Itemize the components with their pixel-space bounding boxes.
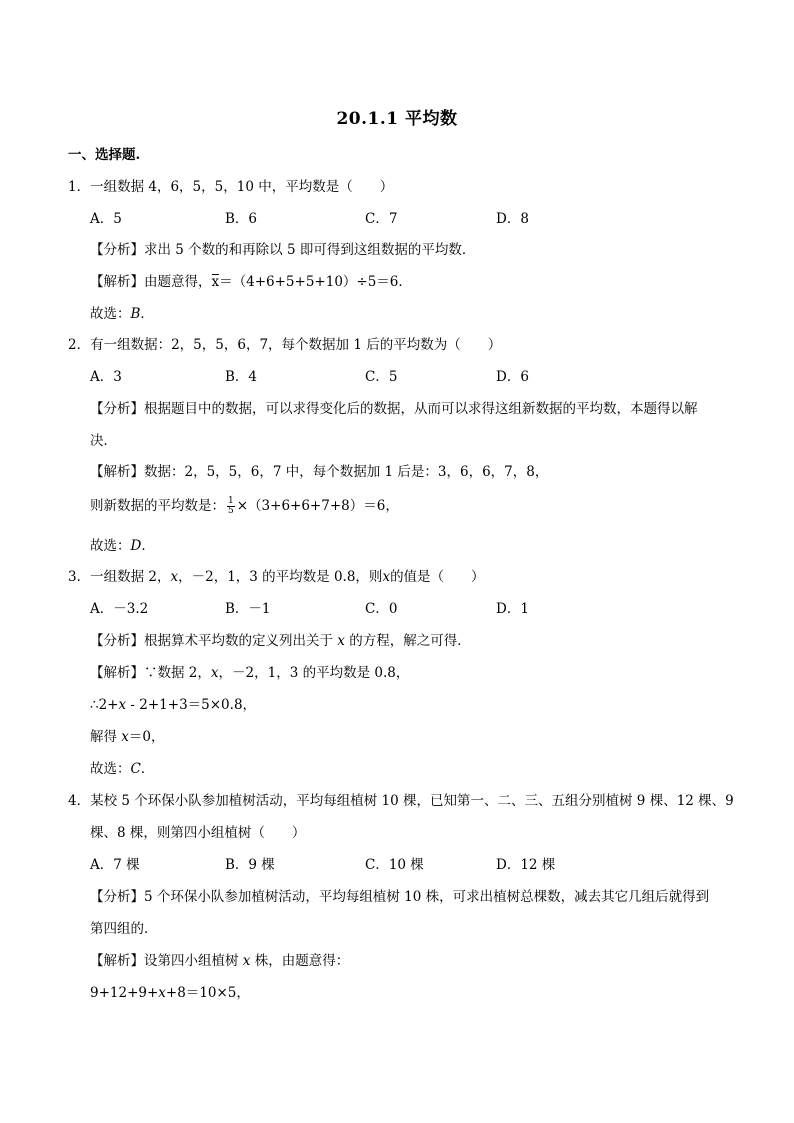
q3-analysis-part: 【分析】根据算术平均数的定义列出关于 [90, 633, 338, 649]
q4-option-b: B．9 棵 [225, 857, 275, 873]
q4-solution-part: 株，由题意得： [250, 953, 350, 969]
q3-solution-part: 【解析】∵数据 2， [90, 665, 211, 681]
q3-option-d: D．1 [496, 601, 529, 617]
fraction [227, 497, 235, 516]
question-1-stem: 1．一组数据 4，6，5，5，10 中，平均数是（ ） [68, 179, 394, 195]
q2-solution-line-2 [90, 496, 399, 516]
q1-answer [90, 304, 154, 324]
q2-option-c: C．5 [365, 369, 398, 385]
question-4-stem-line-1: 4．某校 5 个环保小队参加植树活动，平均每组植树 10 棵，已知第一、二、三、五组分别植树 9 棵、12 棵、9 [68, 793, 734, 809]
q1-option-b: B．6 [225, 211, 258, 227]
q1-option-a: A．5 [90, 211, 122, 227]
q3-option-a: A．－3.2 [90, 601, 149, 617]
mean-variable: x [211, 274, 220, 290]
q4-option-d: D．12 棵 [496, 857, 556, 873]
q4-equation [90, 983, 250, 1003]
q2-analysis-line-1: 【分析】根据题目中的数据，可以求得变化后的数据，从而可以求得这组新数据的平均数，本题得以解 [90, 401, 698, 417]
page-title: 20.1.1 平均数 [336, 109, 458, 129]
q3-answer-suffix: ． [140, 761, 155, 777]
mean-x-bar [212, 272, 220, 292]
q3-result-part: 解得 [90, 729, 122, 745]
q1-solution-rest: ＝（4+6+5+5+10）÷5＝6． [219, 274, 412, 290]
q3-answer [90, 759, 154, 779]
q1-option-c: C．7 [365, 211, 398, 227]
fraction-denominator: 5 [228, 506, 234, 516]
q1-answer-suffix: ． [140, 306, 154, 322]
variable-x: x [170, 569, 179, 585]
q2-answer-prefix: 故选： [90, 538, 131, 554]
q3-solution-line-1 [90, 663, 409, 683]
q1-option-d: D．8 [496, 211, 529, 227]
variable-x: x [382, 569, 391, 585]
question-2-stem: 2．有一组数据：2，5，5，6，7，每个数据加 1 后的平均数为（ ） [68, 337, 502, 353]
q2-solution-line-1: 【解析】数据：2，5，5，6，7 中，每个数据加 1 后是：3，6，6，7，8， [90, 464, 549, 480]
q2-option-d: D．6 [496, 369, 529, 385]
q3-stem-part: 的值是（ ） [390, 569, 485, 585]
q3-stem-part: 3．一组数据 2， [68, 569, 171, 585]
q3-result-part: ＝0， [128, 729, 165, 745]
q4-equation-part: +8＝10×5， [165, 985, 250, 1001]
q2-answer [90, 536, 155, 556]
variable-x: x [210, 665, 219, 681]
variable-x: x [118, 697, 127, 713]
variable-x: x [158, 985, 166, 1001]
q3-equation-part: ∴2+ [90, 697, 119, 713]
q3-result [90, 727, 165, 747]
variable-x: x [337, 633, 345, 649]
q1-solution [90, 272, 412, 292]
q4-option-c: C．10 棵 [365, 857, 424, 873]
section-heading: 一、选择题. [68, 147, 141, 163]
q4-option-a: A．7 棵 [90, 857, 140, 873]
q2-solution-prefix: 则新数据的平均数是： [90, 498, 225, 514]
q1-answer-letter: B [130, 306, 141, 322]
q1-answer-prefix: 故选： [90, 306, 131, 322]
q2-analysis-line-2: 决． [90, 433, 117, 449]
q3-equation-part: - 2+1+3＝5×0.8， [126, 697, 257, 713]
q3-option-b: B．－1 [225, 601, 271, 617]
q3-answer-letter: C [130, 761, 141, 777]
question-3-stem [68, 567, 485, 587]
q2-option-a: A．3 [90, 369, 122, 385]
q3-analysis [90, 631, 471, 651]
variable-x: x [242, 953, 251, 969]
q4-analysis-line-2: 第四组的． [90, 921, 158, 937]
q1-solution-prefix: 【解析】由题意得， [90, 274, 212, 290]
q3-answer-prefix: 故选： [90, 761, 131, 777]
q4-solution-line-1 [90, 951, 349, 971]
q3-stem-part: ，－2，1，3 的平均数是 0.8，则 [178, 569, 383, 585]
question-4-stem-line-2: 棵、8 棵，则第四小组植树（ ） [90, 825, 306, 841]
q4-equation-part: 9+12+9+ [90, 985, 159, 1001]
fraction-numerator: 1 [228, 496, 234, 506]
variable-x: x [121, 729, 129, 745]
q2-answer-letter: D [130, 538, 142, 554]
q3-equation [90, 695, 256, 715]
q2-answer-suffix: ． [141, 538, 155, 554]
q4-analysis-line-1: 【分析】5 个环保小队参加植树活动，平均每组植树 10 株，可求出植树总棵数，减去其它几组后就得到 [90, 889, 710, 905]
q2-option-b: B．4 [225, 369, 258, 385]
q4-solution-part: 【解析】设第四小组植树 [90, 953, 243, 969]
q1-analysis: 【分析】求出 5 个数的和再除以 5 即可得到这组数据的平均数． [90, 242, 476, 258]
q3-option-c: C．0 [365, 601, 398, 617]
q3-solution-part: ，－2，1，3 的平均数是 0.8， [218, 665, 410, 681]
q3-analysis-part: 的方程，解之可得． [344, 633, 471, 649]
q2-solution-rest: ×（3+6+6+7+8）＝6， [236, 498, 399, 514]
